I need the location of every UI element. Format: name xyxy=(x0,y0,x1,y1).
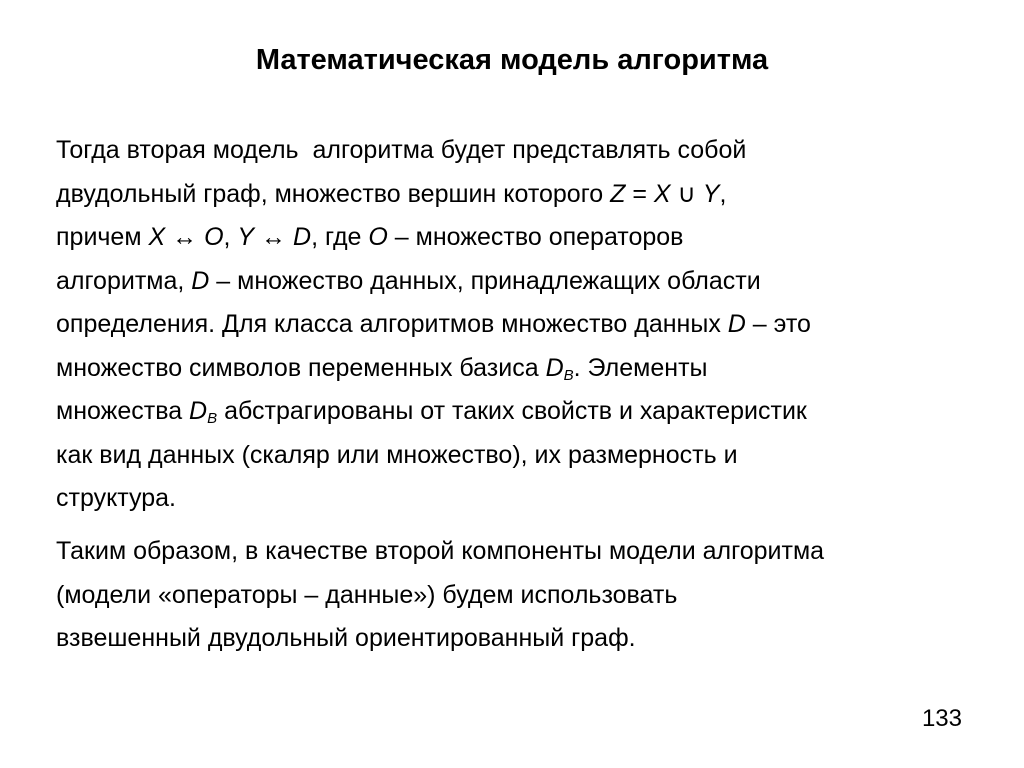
p1-line-1: Тогда вторая модель алгоритма будет представлять собой xyxy=(56,136,747,164)
var-o: O xyxy=(368,223,388,251)
var-z: Z xyxy=(610,179,626,208)
var-y: Y xyxy=(237,223,255,251)
p1-line-9: структура. xyxy=(56,484,176,512)
p2-line-3: взвешенный двудольный ориентированный граф. xyxy=(56,624,636,652)
p1-line-8: как вид данных (скаляр или множество), их размерность и xyxy=(56,440,738,469)
text: множества xyxy=(56,397,190,425)
p1-line-2 xyxy=(56,173,1014,217)
equals-sign: = xyxy=(625,179,654,208)
text: определения. Для класса алгоритмов множество данных xyxy=(56,310,728,338)
p2-line-1: Таким образом, в качестве второй компоненты модели алгоритма xyxy=(56,537,825,565)
var-d: D xyxy=(545,353,564,382)
text: абстрагированы от таких свойств и характеристик xyxy=(217,397,807,425)
subscript-b: B xyxy=(563,366,574,384)
p1-line-7 xyxy=(56,390,1014,434)
double-arrow-symbol: ↔ xyxy=(254,223,294,251)
var-d: D xyxy=(191,266,210,295)
var-d: D xyxy=(293,223,312,251)
var-y: Y xyxy=(702,179,720,208)
p1-line-4 xyxy=(56,260,1014,304)
subscript-b: B xyxy=(207,410,218,427)
p1-line-6 xyxy=(56,347,1014,391)
text: , xyxy=(719,179,727,208)
var-o: O xyxy=(204,223,224,251)
var-d: D xyxy=(189,397,208,425)
text: . Элементы xyxy=(573,353,708,382)
var-d: D xyxy=(727,310,746,338)
var-x: X xyxy=(653,179,671,208)
p2-line-2: (модели «операторы – данные») будем использовать xyxy=(56,580,678,609)
p1-line-5 xyxy=(56,303,1014,347)
union-symbol: ∪ xyxy=(670,179,703,208)
text: причем xyxy=(56,223,149,251)
page-number: 133 xyxy=(921,705,962,732)
paragraph-1 xyxy=(56,129,1014,521)
double-arrow-symbol: ↔ xyxy=(165,223,205,251)
paragraph-2 xyxy=(56,530,1014,661)
text: – это xyxy=(745,310,811,338)
text: алгоритма, xyxy=(56,266,192,295)
text: множество символов переменных базиса xyxy=(56,353,546,382)
slide-title: Математическая модель алгоритма xyxy=(255,44,769,76)
text: – множество операторов xyxy=(387,223,684,251)
text: – множество данных, принадлежащих области xyxy=(209,266,761,295)
text: двудольный граф, множество вершин которого xyxy=(56,179,611,208)
p1-line-3 xyxy=(56,216,1014,260)
text: , где xyxy=(311,223,369,251)
text: , xyxy=(223,223,238,251)
var-x: X xyxy=(148,223,166,251)
